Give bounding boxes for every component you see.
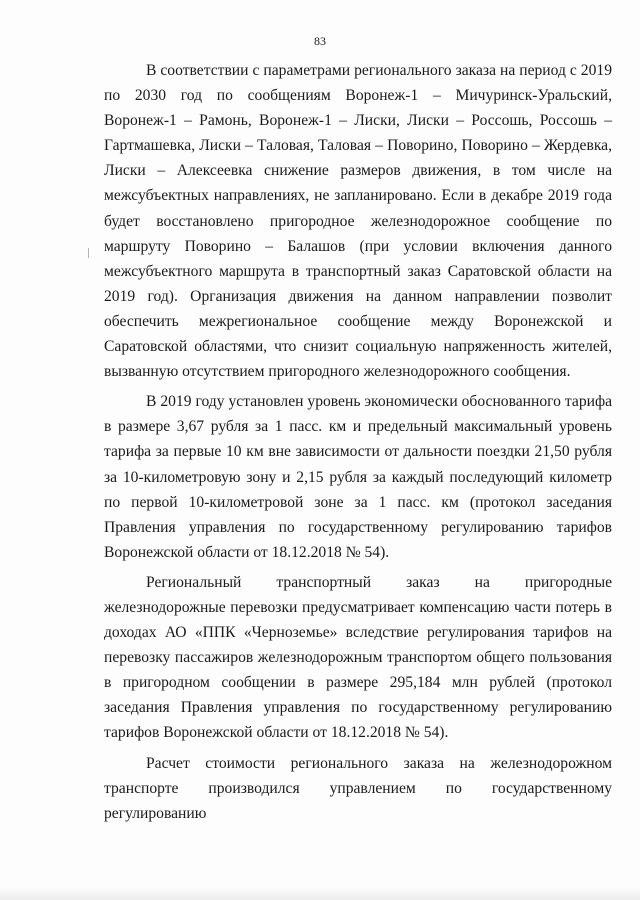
paragraph-tariff-2019: В 2019 году установлен уровень экономически обоснованного тарифа в размере 3,67 рубля за 1 пасс. км и предельный максимальный уровень тарифа за первые 10 км вне зависимости от дальности поездки 21,50 рубля за 10-километровую зону и 2,15 рубля за каждый последующий километр по первой 10-километровой зоне за 1 пасс. км (протокол заседания Правления управления по государственному регулированию тарифов Воронежской области от 18.12.2018 № 54). — [104, 393, 612, 561]
document-body — [104, 58, 612, 831]
scan-bottom-edge — [0, 888, 640, 900]
paragraph-cost-calculation: Расчет стоимости регионального заказа на железнодорожном транспорте производился управлением по государственному регулированию — [104, 754, 612, 822]
scan-margin-mark — [88, 248, 89, 258]
paragraph-transport-compensation: Региональный транспортный заказ на пригородные железнодорожные перевозки предусматривает компенсацию части потерь в доходах АО «ППК «Черноземье» вследствие регулирования тарифов на перевозку пассажиров железнодорожным транспортом общего пользования в пригородном сообщении в размере 295,184 млн рублей (протокол заседания Правления управления по государственному регулированию тарифов Воронежской области от 18.12.2018 № 54). — [104, 573, 612, 742]
paragraph-regional-order: В соответствии с параметрами регионального заказа на период с 2019 по 2030 год по сообщениям Воронеж-1 – Мичуринск-Уральский, Воронеж-1 – Рамонь, Воронеж-1 – Лиски, Лиски – Россошь, Россошь – Гартмашевка, Лиски – Таловая, Таловая – Поворино, Поворино – Жердевка, Лиски – Алексеевка снижение размеров движения, в том числе на межсубъектных направлениях, не запланировано. Если в декабре 2019 года будет восстановлено пригородное железнодорожное сообщение по маршруту Поворино – Балашов (при условии включения данного межсубъектного маршрута в транспортный заказ Саратовской области на 2019 год). Организация движения на данном направлении позволит обеспечить межрегиональное сообщение между Воронежской и Саратовской областями, что снизит социальную напряженность жителей, вызванную отсутствием пригородного железнодорожного сообщения. — [104, 62, 612, 381]
page-number: 83 — [314, 34, 326, 48]
